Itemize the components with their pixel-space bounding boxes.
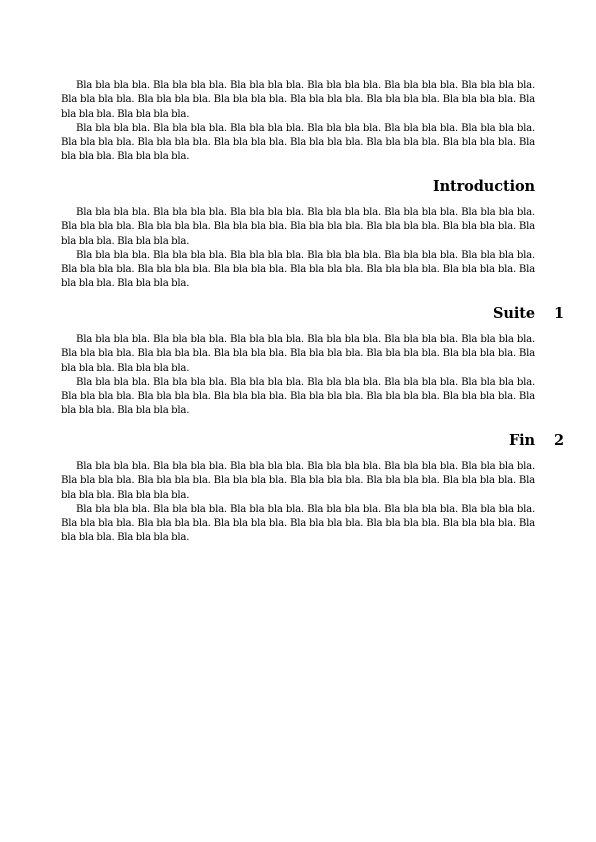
paragraph: Bla bla bla bla. Bla bla bla bla. Bla bla bla bla. Bla bla bla bla. Bla bla bla bla. Bla bla bla bla. Bla bla bla bla. Bla bla bla bla. Bla bla bla bla. Bla bla bla bla. Bla bla bla bla. Bla bla bla bla. Bla bla bla bla. Bla bla bla bla. bbox=[61, 207, 535, 247]
paragraph: Bla bla bla bla. Bla bla bla bla. Bla bla bla bla. Bla bla bla bla. Bla bla bla bla. Bla bla bla bla. Bla bla bla bla. Bla bla bla bla. Bla bla bla bla. Bla bla bla bla. Bla bla bla bla. Bla bla bla bla. Bla bla bla bla. Bla bla bla bla. bbox=[61, 503, 535, 544]
section-number-fin: 2 bbox=[554, 432, 565, 449]
paragraph: Bla bla bla bla. Bla bla bla bla. Bla bla bla bla. Bla bla bla bla. Bla bla bla bla. Bla bla bla bla. Bla bla bla bla. Bla bla bla bla. Bla bla bla bla. Bla bla bla bla. Bla bla bla bla. Bla bla bla bla. Bla bla bla bla. Bla bla bla bla. bbox=[61, 249, 535, 290]
paragraph: Bla bla bla bla. Bla bla bla bla. Bla bla bla bla. Bla bla bla bla. Bla bla bla bla. Bla bla bla bla. Bla bla bla bla. Bla bla bla bla. Bla bla bla bla. Bla bla bla bla. Bla bla bla bla. Bla bla bla bla. Bla bla bla bla. Bla bla bla bla. bbox=[61, 461, 535, 501]
section-heading-fin: Fin bbox=[508, 432, 535, 449]
section-heading-introduction: Introduction bbox=[432, 178, 535, 195]
suite-text-block bbox=[61, 333, 535, 419]
fin-text-block bbox=[61, 460, 535, 546]
section-heading-suite: Suite bbox=[493, 305, 535, 322]
paragraph: Bla bla bla bla. Bla bla bla bla. Bla bla bla bla. Bla bla bla bla. Bla bla bla bla. Bla bla bla bla. Bla bla bla bla. Bla bla bla bla. Bla bla bla bla. Bla bla bla bla. Bla bla bla bla. Bla bla bla bla. Bla bla bla bla. Bla bla bla bla. bbox=[61, 334, 535, 374]
paragraph: Bla bla bla bla. Bla bla bla bla. Bla bla bla bla. Bla bla bla bla. Bla bla bla bla. Bla bla bla bla. Bla bla bla bla. Bla bla bla bla. Bla bla bla bla. Bla bla bla bla. Bla bla bla bla. Bla bla bla bla. Bla bla bla bla. Bla bla bla bla. bbox=[61, 376, 535, 417]
paragraph: Bla bla bla bla. Bla bla bla bla. Bla bla bla bla. Bla bla bla bla. Bla bla bla bla. Bla bla bla bla. Bla bla bla bla. Bla bla bla bla. Bla bla bla bla. Bla bla bla bla. Bla bla bla bla. Bla bla bla bla. Bla bla bla bla. Bla bla bla bla. bbox=[61, 122, 535, 163]
section-number-suite: 1 bbox=[554, 305, 565, 322]
intro-text-block bbox=[61, 79, 535, 165]
introduction-text-block bbox=[61, 206, 535, 292]
paragraph: Bla bla bla bla. Bla bla bla bla. Bla bla bla bla. Bla bla bla bla. Bla bla bla bla. Bla bla bla bla. Bla bla bla bla. Bla bla bla bla. Bla bla bla bla. Bla bla bla bla. Bla bla bla bla. Bla bla bla bla. Bla bla bla bla. Bla bla bla bla. bbox=[61, 80, 535, 120]
